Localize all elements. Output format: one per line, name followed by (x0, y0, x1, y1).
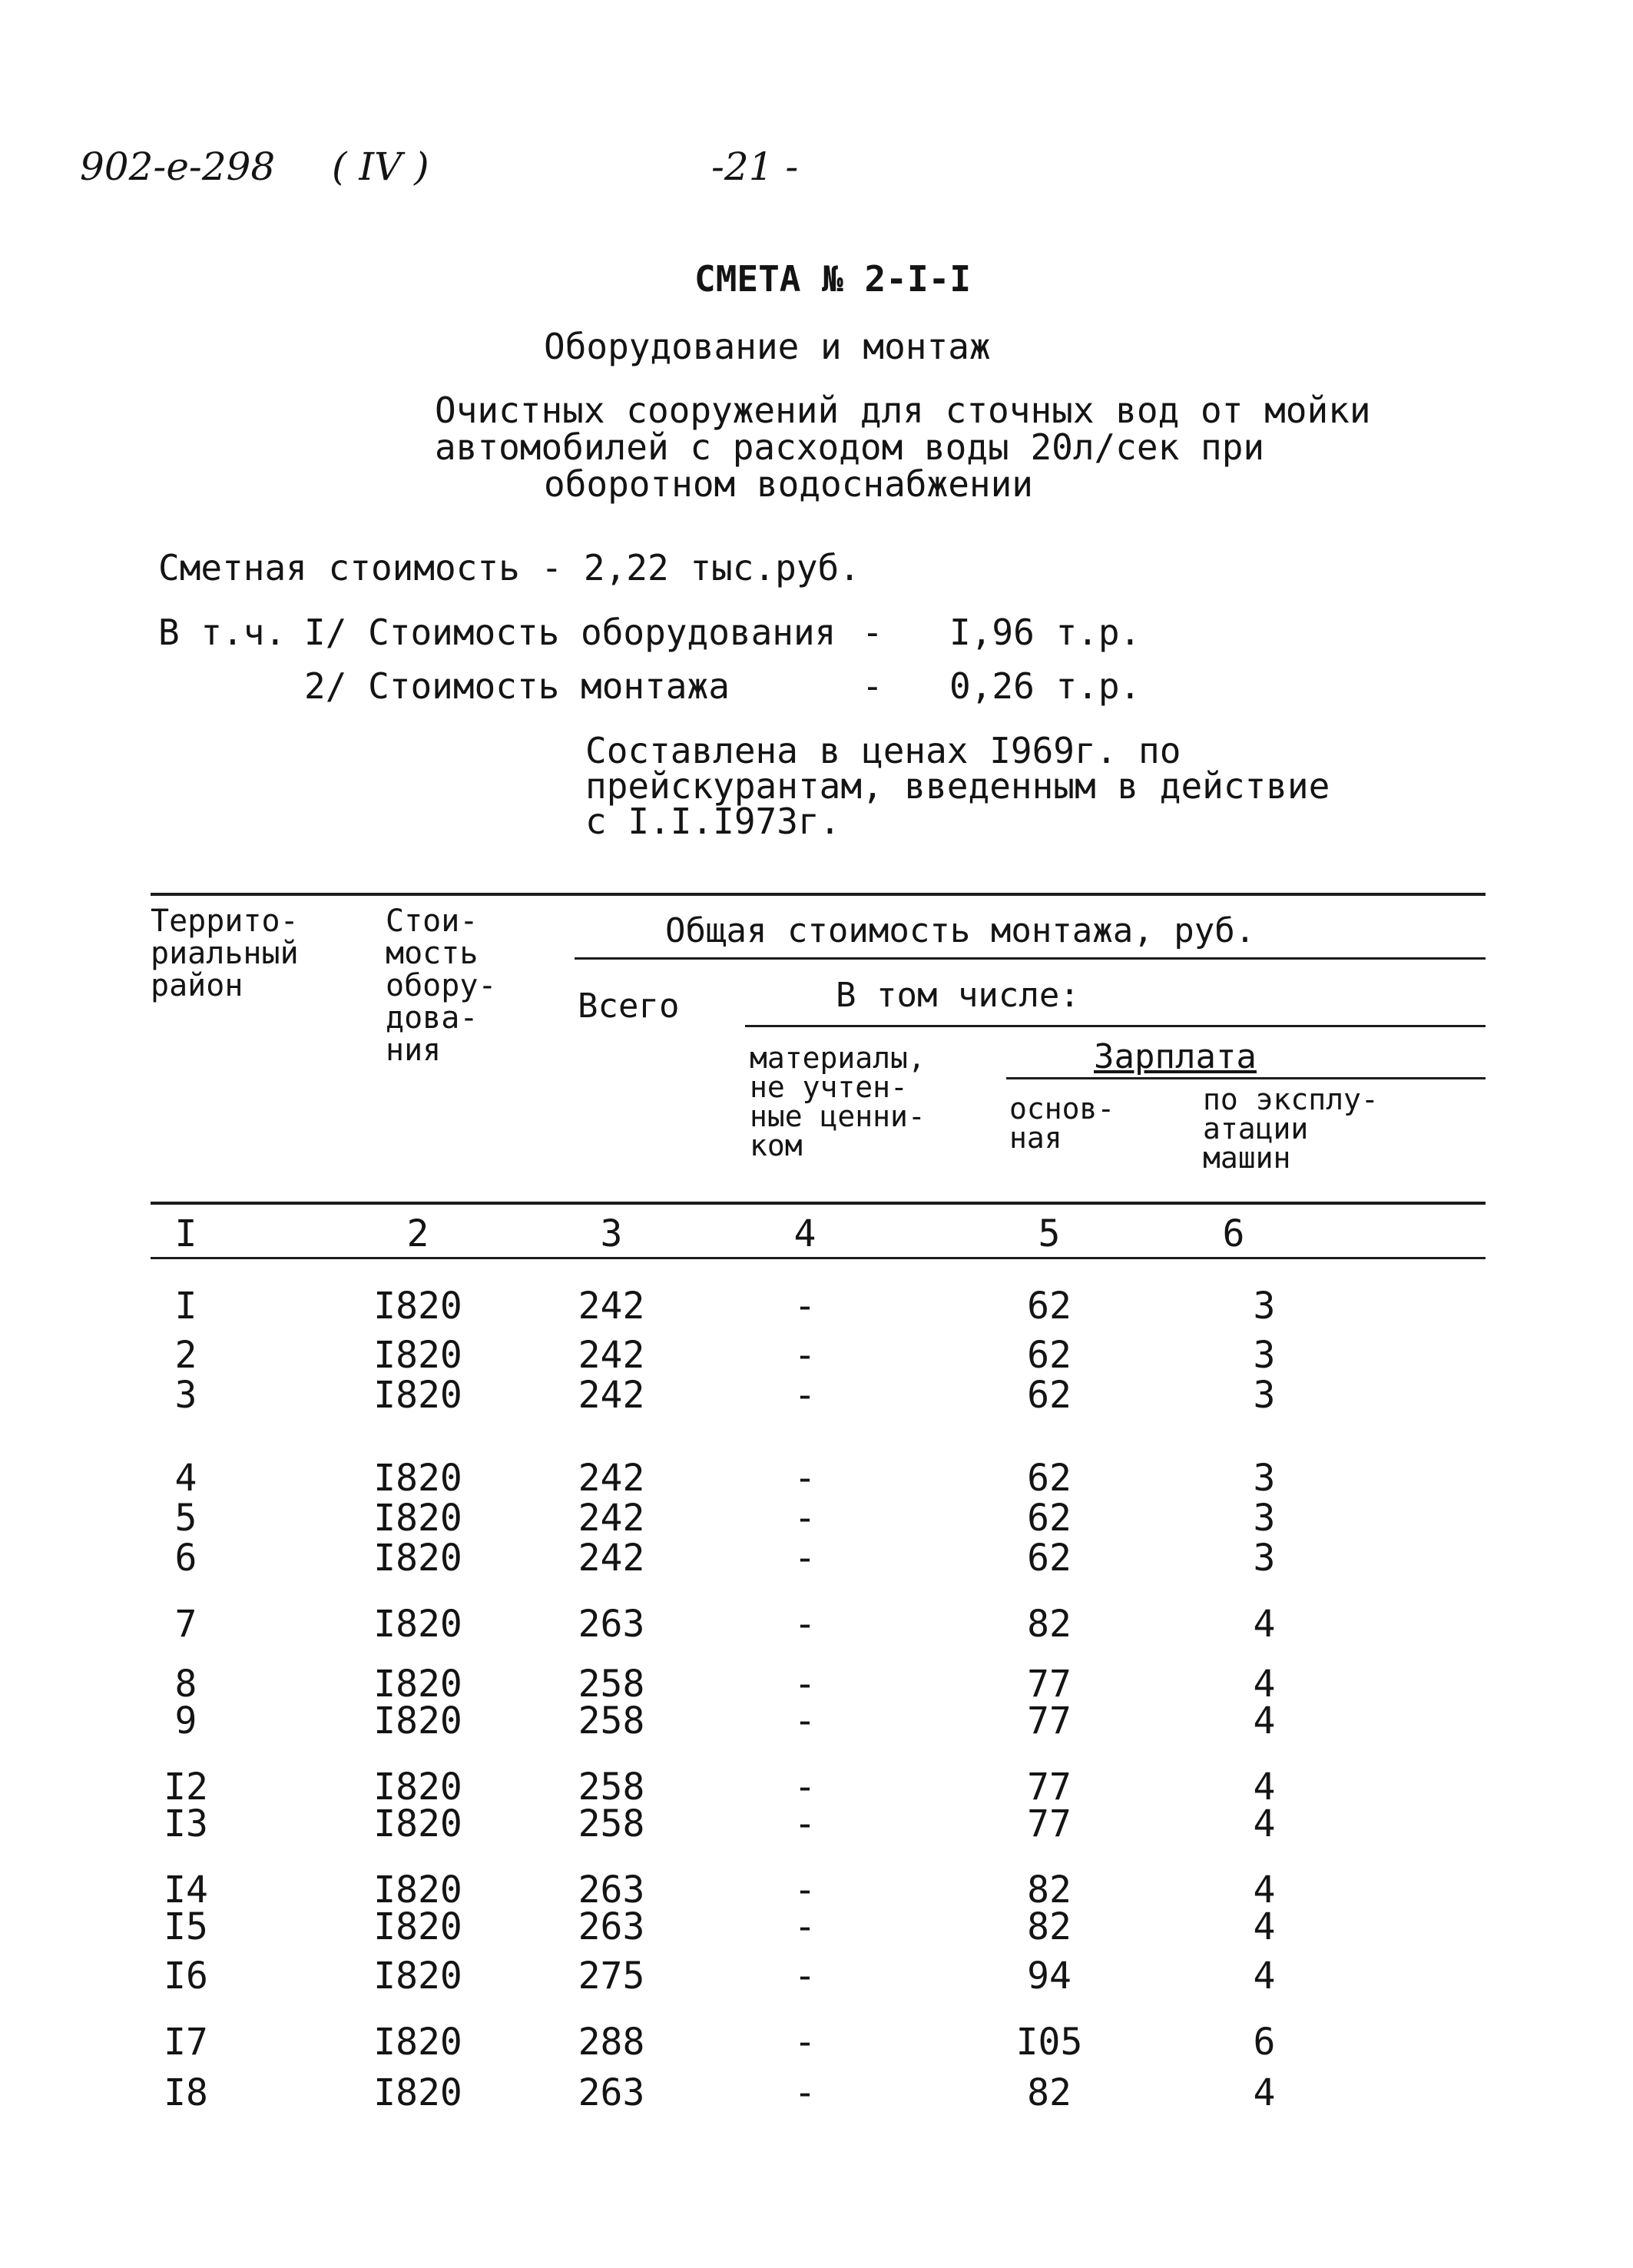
cell-salary-machines: 4 (1253, 1603, 1276, 1646)
header-materials: материалы, не учтен- ные ценни- ком (750, 1041, 926, 1162)
installation-cost-dash: - (862, 665, 883, 707)
column-numbers-rule (151, 1257, 1486, 1259)
cell-materials: - (793, 1334, 816, 1377)
header-bottom-rule (151, 1202, 1486, 1205)
cell-materials: - (793, 1868, 816, 1912)
cell-salary-basic: 82 (1027, 1868, 1072, 1912)
cell-salary-basic: 77 (1027, 1766, 1072, 1809)
cell-salary-machines: 4 (1253, 1905, 1276, 1948)
cell-total: 263 (578, 2071, 645, 2114)
cell-total: 242 (578, 1285, 645, 1328)
cell-region: 2 (174, 1334, 197, 1377)
cell-materials: - (793, 1955, 816, 1998)
object-description-line1: Очистных сооружений для сточных вод от мойки (435, 390, 1371, 431)
cell-region: 8 (174, 1663, 197, 1706)
equipment-cost-label: I/ Стоимость оборудования (304, 612, 836, 653)
cell-materials: - (793, 1603, 816, 1646)
cell-total: 263 (578, 1603, 645, 1646)
header-salary-basic: основ- ная (1009, 1092, 1115, 1155)
cell-materials: - (793, 1537, 816, 1580)
cell-materials: - (793, 1802, 816, 1845)
cell-total: 242 (578, 1334, 645, 1377)
cell-salary-machines: 3 (1253, 1285, 1276, 1328)
cell-salary-basic: I05 (1015, 2021, 1083, 2064)
cell-salary-basic: 77 (1027, 1663, 1072, 1706)
column-number: 5 (1038, 1212, 1061, 1255)
volume-number: ( IV ) (332, 144, 429, 189)
header-rule-incl (745, 1025, 1486, 1027)
cell-equipment-cost: I820 (373, 1603, 462, 1646)
cell-region: I (174, 1285, 197, 1328)
equipment-cost-dash: - (862, 612, 883, 653)
cell-equipment-cost: I820 (373, 1699, 462, 1742)
column-number: 3 (600, 1212, 623, 1255)
header-including: В том числе: (836, 976, 1080, 1015)
cell-salary-basic: 62 (1027, 1285, 1072, 1328)
cell-region: I8 (164, 2071, 208, 2114)
cell-equipment-cost: I820 (373, 1663, 462, 1706)
cell-equipment-cost: I820 (373, 1905, 462, 1948)
cell-salary-machines: 4 (1253, 1955, 1276, 1998)
compiled-note-line2: прейскурантам, введенным в действие (585, 765, 1330, 807)
installation-cost-label: 2/ Стоимость монтажа (304, 665, 730, 707)
column-number: 6 (1222, 1212, 1245, 1255)
cell-total: 263 (578, 1868, 645, 1912)
cell-salary-machines: 4 (1253, 1868, 1276, 1912)
header-rule-salary (1006, 1077, 1486, 1079)
cell-materials: - (793, 1285, 816, 1328)
cell-equipment-cost: I820 (373, 2071, 462, 2114)
cell-salary-machines: 4 (1253, 1663, 1276, 1706)
cell-salary-basic: 82 (1027, 2071, 1072, 2114)
cell-equipment-cost: I820 (373, 1374, 462, 1417)
cell-equipment-cost: I820 (373, 1457, 462, 1500)
cell-total: 258 (578, 1663, 645, 1706)
cell-total: 242 (578, 1497, 645, 1540)
header-rule-total (575, 957, 1486, 960)
cell-materials: - (793, 1457, 816, 1500)
cell-equipment-cost: I820 (373, 1334, 462, 1377)
cell-region: I4 (164, 1868, 208, 1912)
cell-region: I5 (164, 1905, 208, 1948)
header-equipment-cost: Стои- мость обору- дова- ния (386, 904, 497, 1068)
cell-materials: - (793, 1699, 816, 1742)
cell-materials: - (793, 1497, 816, 1540)
object-description-line3: оборотном водоснабжении (544, 463, 1033, 505)
cell-total: 288 (578, 2021, 645, 2064)
estimate-title: СМЕТА № 2-I-I (694, 258, 972, 300)
equipment-cost-value: I,96 т.р. (949, 612, 1141, 653)
cell-salary-machines: 4 (1253, 1766, 1276, 1809)
cell-salary-basic: 94 (1027, 1955, 1072, 1998)
cell-region: 9 (174, 1699, 197, 1742)
total-cost: Сметная стоимость - 2,22 тыс.руб. (158, 547, 860, 589)
cell-equipment-cost: I820 (373, 1497, 462, 1540)
estimate-subtitle: Оборудование и монтаж (544, 326, 991, 367)
cell-region: 3 (174, 1374, 197, 1417)
cell-materials: - (793, 1374, 816, 1417)
cell-equipment-cost: I820 (373, 1766, 462, 1809)
cell-salary-basic: 82 (1027, 1603, 1072, 1646)
cell-region: 5 (174, 1497, 197, 1540)
cell-salary-machines: 3 (1253, 1497, 1276, 1540)
document-code: 902-е-298 (80, 144, 276, 189)
compiled-note-line3: с I.I.I973г. (585, 801, 841, 842)
cell-salary-machines: 3 (1253, 1537, 1276, 1580)
page-number: -21 - (711, 144, 799, 189)
header-region: Террито- риальный район (151, 904, 299, 1003)
cell-salary-machines: 3 (1253, 1334, 1276, 1377)
column-number: 2 (406, 1212, 429, 1255)
cell-total: 242 (578, 1374, 645, 1417)
table-top-rule (151, 893, 1486, 896)
cell-total: 263 (578, 1905, 645, 1948)
cell-salary-basic: 82 (1027, 1905, 1072, 1948)
cell-equipment-cost: I820 (373, 2021, 462, 2064)
cell-region: I3 (164, 1802, 208, 1845)
cell-materials: - (793, 1905, 816, 1948)
cell-salary-basic: 62 (1027, 1457, 1072, 1500)
cell-salary-basic: 62 (1027, 1497, 1072, 1540)
compiled-note-line1: Составлена в ценах I969г. по (585, 730, 1181, 771)
cell-salary-machines: 4 (1253, 2071, 1276, 2114)
installation-cost-value: 0,26 т.р. (949, 665, 1141, 707)
cell-salary-basic: 77 (1027, 1802, 1072, 1845)
cell-total: 258 (578, 1766, 645, 1809)
cell-equipment-cost: I820 (373, 1868, 462, 1912)
cell-equipment-cost: I820 (373, 1285, 462, 1328)
cell-total: 258 (578, 1802, 645, 1845)
cell-salary-basic: 62 (1027, 1537, 1072, 1580)
cell-materials: - (793, 1663, 816, 1706)
cell-equipment-cost: I820 (373, 1955, 462, 1998)
cell-equipment-cost: I820 (373, 1802, 462, 1845)
including-prefix: В т.ч. (158, 612, 287, 653)
column-number: 4 (793, 1212, 816, 1255)
header-total-installation-cost: Общая стоимость монтажа, руб. (665, 911, 1256, 950)
cell-region: 6 (174, 1537, 197, 1580)
cell-salary-machines: 4 (1253, 1802, 1276, 1845)
cell-region: I7 (164, 2021, 208, 2064)
cell-materials: - (793, 2021, 816, 2064)
cell-equipment-cost: I820 (373, 1537, 462, 1580)
cell-total: 242 (578, 1537, 645, 1580)
cell-salary-basic: 62 (1027, 1374, 1072, 1417)
cell-region: I6 (164, 1955, 208, 1998)
object-description-line2: автомобилей с расходом воды 20л/сек при (435, 426, 1265, 468)
cell-total: 242 (578, 1457, 645, 1500)
header-salary: Зарплата (1094, 1037, 1257, 1076)
column-number: I (174, 1212, 197, 1255)
cell-region: 7 (174, 1603, 197, 1646)
cell-region: I2 (164, 1766, 208, 1809)
cell-salary-machines: 6 (1253, 2021, 1276, 2064)
cell-salary-machines: 4 (1253, 1699, 1276, 1742)
cell-materials: - (793, 2071, 816, 2114)
cell-total: 258 (578, 1699, 645, 1742)
cell-salary-basic: 77 (1027, 1699, 1072, 1742)
cell-salary-basic: 62 (1027, 1334, 1072, 1377)
cell-salary-machines: 3 (1253, 1374, 1276, 1417)
header-total: Всего (578, 986, 680, 1026)
cell-salary-machines: 3 (1253, 1457, 1276, 1500)
cell-total: 275 (578, 1955, 645, 1998)
cell-region: 4 (174, 1457, 197, 1500)
header-salary-machines: по эксплу- атации машин (1203, 1083, 1379, 1175)
cell-materials: - (793, 1766, 816, 1809)
